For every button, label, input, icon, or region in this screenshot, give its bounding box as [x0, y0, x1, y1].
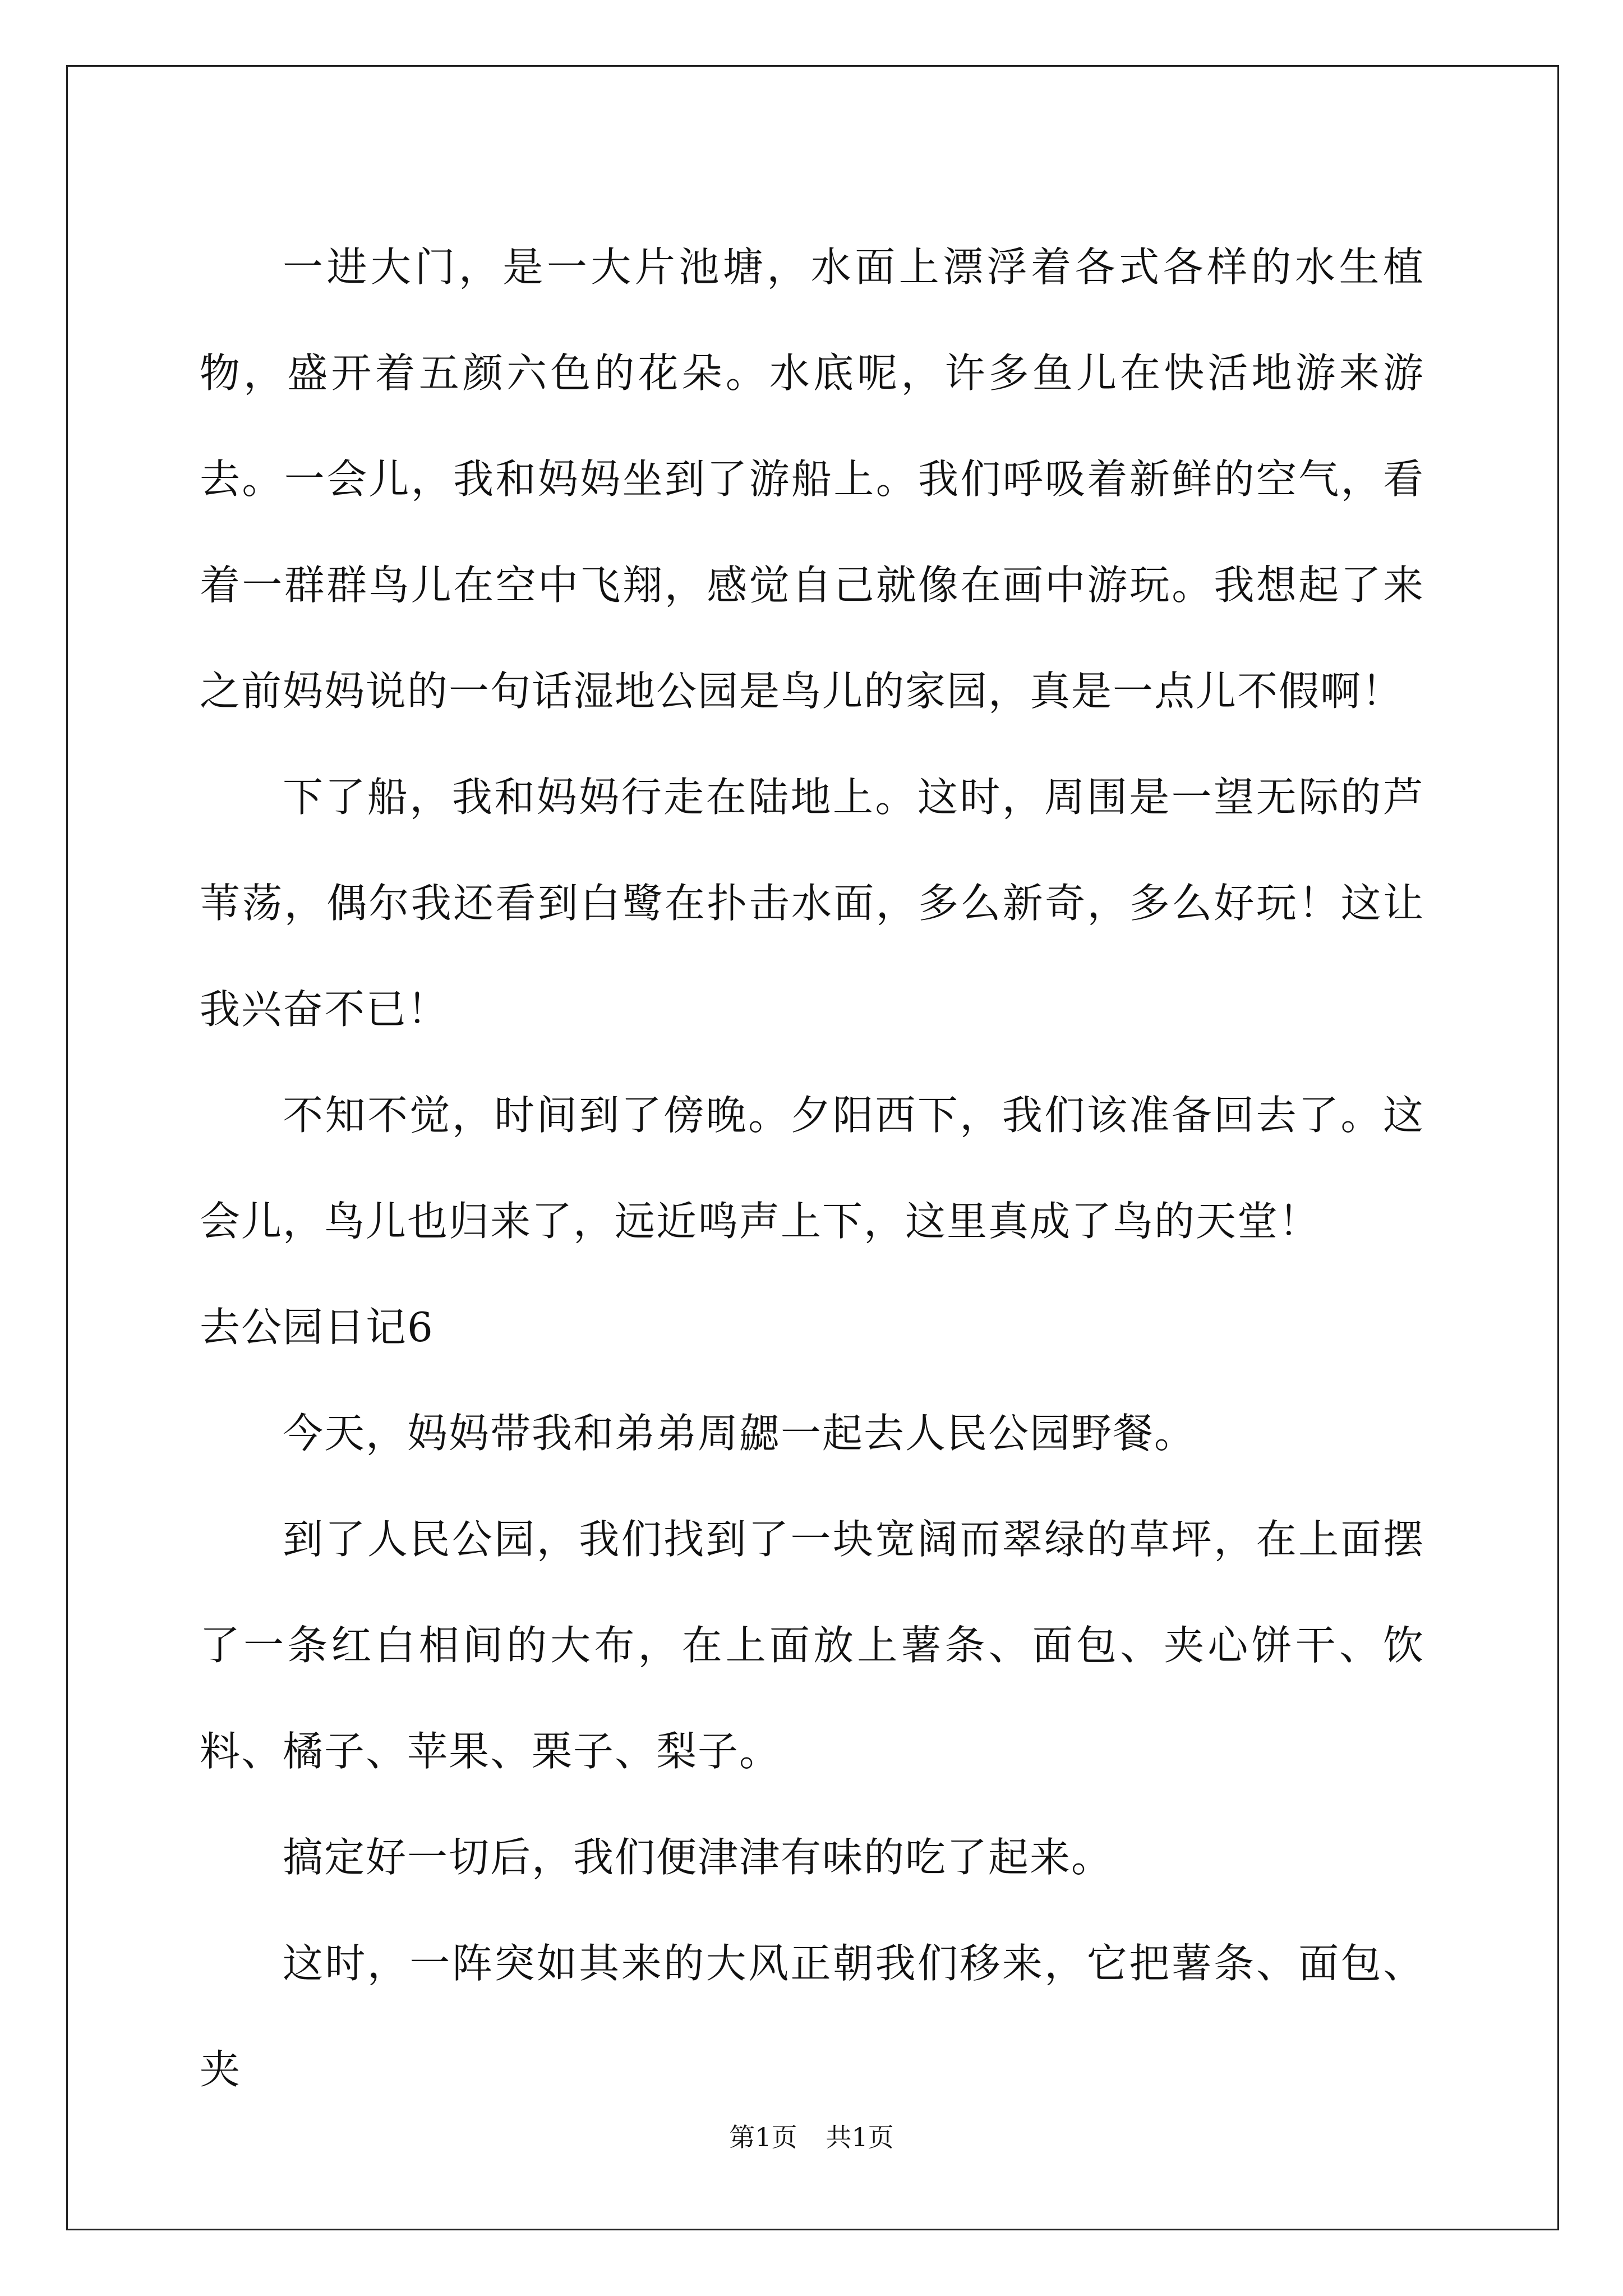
paragraph-picnic-intro: 今天，妈妈带我和弟弟周勰一起去人民公园野餐。 [283, 1410, 1196, 1457]
paragraph-wind: 这时，一阵突如其来的大风正朝我们移来，它把薯条、面包、夹 [200, 1940, 1424, 2093]
section-heading: 去公园日记6 [200, 1304, 434, 1351]
paragraph-evening: 不知不觉，时间到了傍晚。夕阳西下，我们该准备回去了。这会儿，鸟儿也归来了，远近鸣声上下，这里真成了鸟的天堂！ [200, 1092, 1424, 1245]
page-total: 共1页 [826, 2122, 894, 2152]
paragraph-pond: 一进大门，是一大片池塘，水面上漂浮着各式各样的水生植物，盛开着五颜六色的花朵。水底呢，许多鱼儿在快活地游来游去。一会儿，我和妈妈坐到了游船上。我们呼吸着新鲜的空气，看着一群群鸟儿在空中飞翔，感觉自己就像在画中游玩。我想起了来之前妈妈说的一句话湿地公园是鸟儿的家园，真是一点儿不假啊！ [200, 243, 1424, 715]
paragraph-eating: 搞定好一切后，我们便津津有味的吃了起来。 [283, 1834, 1113, 1881]
document-body [200, 214, 1424, 2123]
paragraph-picnic-setup: 到了人民公园，我们找到了一块宽阔而翠绿的草坪，在上面摆了一条红白相间的大布，在上面放上薯条、面包、夹心饼干、饮料、橘子、苹果、栗子、梨子。 [200, 1516, 1424, 1775]
page-number: 第1页 [729, 2122, 797, 2152]
paragraph-reeds: 下了船，我和妈妈行走在陆地上。这时，周围是一望无际的芦苇荡，偶尔我还看到白鹭在扑击水面，多么新奇，多么好玩！这让我兴奋不已！ [200, 774, 1424, 1033]
page-footer [0, 2120, 1623, 2154]
